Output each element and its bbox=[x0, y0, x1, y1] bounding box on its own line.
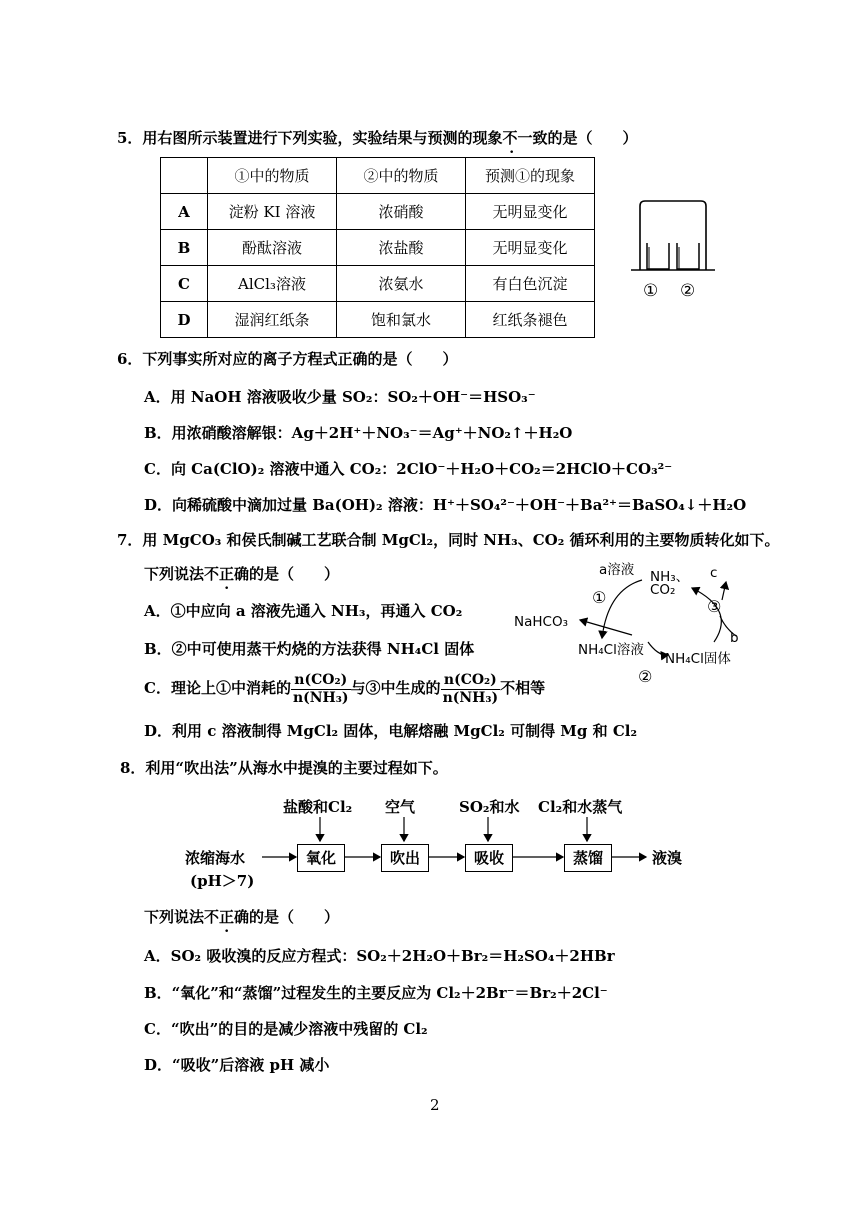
q6-option-b: B．用浓硝酸溶解银：Ag＋2H⁺＋NO₃⁻＝Ag⁺＋NO₂↑＋H₂O bbox=[144, 424, 573, 442]
q7-option-d: D．利用 c 溶液制得 MgCl₂ 固体，电解熔融 MgCl₂ 可制得 Mg 和 Cl₂ bbox=[144, 722, 638, 740]
cycle-nh4cl-solution: NH₄Cl溶液 bbox=[578, 642, 644, 658]
q7-option-a: A．①中应向 a 溶液先通入 NH₃，再通入 CO₂ bbox=[144, 602, 463, 620]
flow-box-blowout: 吹出 bbox=[381, 844, 429, 872]
cycle-b: b bbox=[730, 630, 739, 646]
q5-table bbox=[160, 157, 595, 338]
cycle-co2: CO₂ bbox=[650, 582, 676, 598]
page-number: 2 bbox=[430, 1096, 440, 1114]
flow-box-oxidize: 氧化 bbox=[297, 844, 345, 872]
q8-option-d: D．“吸收”后溶液 pH 减小 bbox=[144, 1056, 330, 1074]
flow-input-4: Cl₂和水蒸气 bbox=[538, 798, 623, 816]
flow-arrows bbox=[180, 815, 700, 865]
q7-option-c: C．理论上①中消耗的 $\frac{\text{n(CO₂)}}{\text{n(NH₃)}}$ 与③中生成的 $\frac{\text{n(CO₂)}}{\text{n(NH₃)}}$ 不相等 bbox=[144, 671, 546, 706]
apparatus-diagram bbox=[628, 198, 718, 278]
flow-input-3: SO₂和水 bbox=[459, 798, 520, 816]
flow-start-ph: (pH＞7) bbox=[190, 872, 255, 890]
flow-input-1: 盐酸和Cl₂ bbox=[283, 798, 353, 816]
cycle-c: c bbox=[710, 565, 718, 581]
q6-option-c: C．向 Ca(ClO)₂ 溶液中通入 CO₂：2ClO⁻＋H₂O＋CO₂＝2HClO＋CO₃²⁻ bbox=[144, 460, 673, 478]
fraction: $\frac{\text{n(CO₂)}}{\text{n(NH₃)}}$ bbox=[292, 671, 349, 706]
q8-option-c: C．“吹出”的目的是减少溶液中残留的 Cl₂ bbox=[144, 1020, 428, 1038]
q8-option-a: A．SO₂ 吸收溴的反应方程式：SO₂＋2H₂O＋Br₂＝H₂SO₄＋2HBr bbox=[144, 947, 615, 965]
cycle-nh4cl-solid: NH₄Cl固体 bbox=[665, 651, 731, 667]
flow-start: 浓缩海水 bbox=[185, 849, 246, 867]
q7-sub-stem: 下列说法不正确的是（ ） bbox=[144, 565, 340, 583]
q5-stem: 5．用右图所示装置进行下列实验，实验结果与预测的现象不一致的是（ ） bbox=[117, 129, 638, 147]
table-row: A 淀粉 KI 溶液 浓硝酸 无明显变化 bbox=[161, 194, 595, 230]
q6-option-a: A．用 NaOH 溶液吸收少量 SO₂：SO₂＋OH⁻＝HSO₃⁻ bbox=[144, 388, 536, 406]
cycle-a-solution: a溶液 bbox=[599, 562, 635, 578]
q7-stem: 7．用 MgCO₃ 和侯氏制碱工艺联合制 MgCl₂，同时 NH₃、CO₂ 循环利用的主要物质转化如下。 bbox=[117, 531, 780, 549]
flow-box-absorb: 吸收 bbox=[465, 844, 513, 872]
q6-option-d: D．向稀硫酸中滴加过量 Ba(OH)₂ 溶液：H⁺＋SO₄²⁻＋OH⁻＋Ba²⁺＝BaSO₄↓＋H₂O bbox=[144, 496, 747, 514]
apparatus-label-2: ② bbox=[680, 281, 696, 301]
cycle-nahco3: NaHCO₃ bbox=[514, 614, 568, 630]
flow-input-2: 空气 bbox=[385, 798, 416, 816]
q8-sub-stem: 下列说法不正确的是（ ） bbox=[144, 908, 340, 926]
cycle-step3: ③ bbox=[707, 597, 722, 616]
apparatus-label-1: ① bbox=[643, 281, 659, 301]
table-row: D 湿润红纸条 饱和氯水 红纸条褪色 bbox=[161, 302, 595, 338]
q6-stem: 6．下列事实所对应的离子方程式正确的是（ ） bbox=[117, 350, 458, 368]
table-row: C AlCl₃溶液 浓氨水 有白色沉淀 bbox=[161, 266, 595, 302]
cycle-nh3: NH₃、 bbox=[650, 569, 690, 585]
fraction: $\frac{\text{n(CO₂)}}{\text{n(NH₃)}}$ bbox=[442, 671, 499, 706]
cycle-step2: ② bbox=[638, 667, 653, 686]
q8-stem: 8．利用“吹出法”从海水中提溴的主要过程如下。 bbox=[120, 759, 448, 777]
q8-option-b: B．“氧化”和“蒸馏”过程发生的主要反应为 Cl₂＋2Br⁻＝Br₂＋2Cl⁻ bbox=[144, 984, 608, 1002]
flow-box-distill: 蒸馏 bbox=[564, 844, 612, 872]
cycle-step1: ① bbox=[592, 588, 607, 607]
table-row: B 酚酞溶液 浓盐酸 无明显变化 bbox=[161, 230, 595, 266]
q7-option-b: B．②中可使用蒸干灼烧的方法获得 NH₄Cl 固体 bbox=[144, 640, 475, 658]
table-header-row: ①中的物质 ②中的物质 预测①的现象 bbox=[161, 158, 595, 194]
flow-end: 液溴 bbox=[652, 849, 683, 867]
